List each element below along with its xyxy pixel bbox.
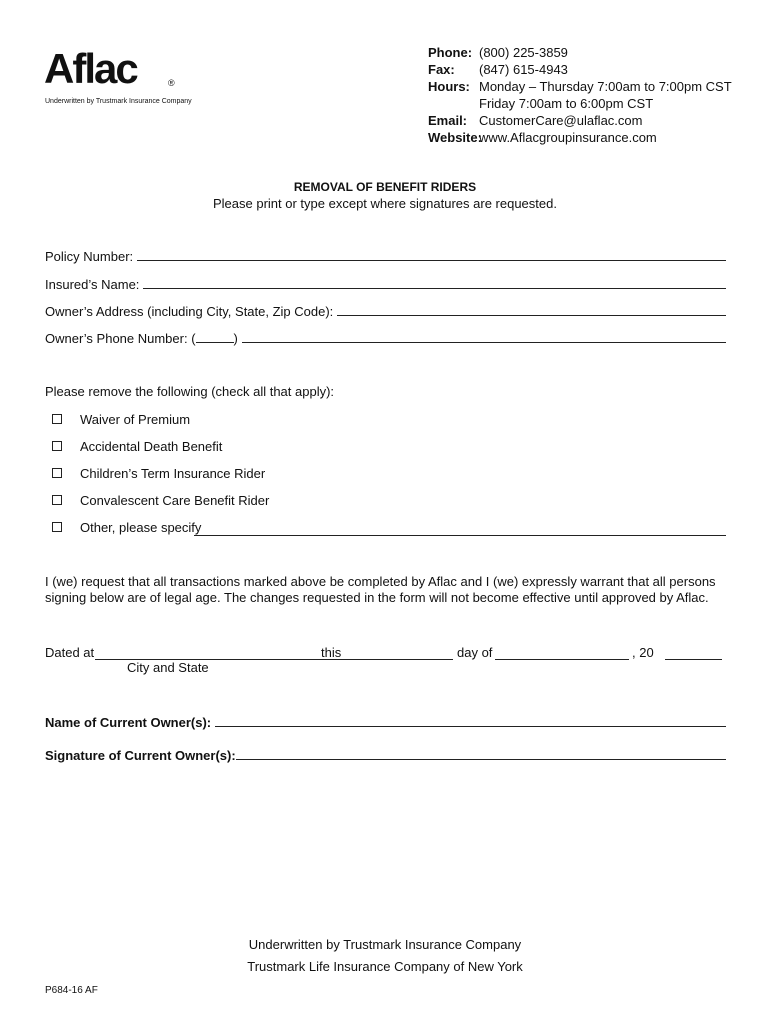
owner-address-label: Owner’s Address (including City, State, Zip Code): bbox=[45, 304, 334, 319]
contact-info bbox=[428, 44, 732, 146]
year-prefix-label: , 20 bbox=[632, 645, 654, 660]
phone-value: (800) 225-3859 bbox=[479, 45, 568, 60]
area-code-line[interactable] bbox=[196, 342, 234, 343]
option-waiver-of-premium[interactable] bbox=[52, 411, 190, 427]
owner-phone-close-paren: ) bbox=[233, 331, 238, 346]
footer-underwriter: Underwritten by Trustmark Insurance Company bbox=[248, 937, 522, 952]
legal-statement: I (we) request that all transactions marked above be completed by Aflac and I (we) expressly warrant that all persons signing below are of legal age. The changes requested in the form will not become effective until approved by Aflac. bbox=[45, 574, 716, 605]
hours-friday-value: Friday 7:00am to 6:00pm CST bbox=[479, 96, 654, 111]
signature-current-owner-line[interactable] bbox=[236, 758, 726, 760]
insured-name-label: Insured’s Name: bbox=[45, 277, 140, 292]
option-label: Waiver of Premium bbox=[80, 411, 191, 427]
email-label: Email: bbox=[428, 113, 468, 128]
policy-number-label: Policy Number: bbox=[45, 249, 134, 264]
option-label: Convalescent Care Benefit Rider bbox=[80, 492, 270, 508]
hours-label: Hours: bbox=[428, 79, 470, 94]
contact-row-website bbox=[428, 129, 732, 146]
option-convalescent-care-rider[interactable] bbox=[52, 492, 269, 508]
hours-value: Monday – Thursday 7:00am to 7:00pm CST bbox=[479, 79, 732, 94]
hours-friday-label bbox=[428, 95, 479, 112]
website-value: www.Aflacgroupinsurance.com bbox=[479, 130, 657, 145]
registered-mark: ® bbox=[168, 78, 175, 88]
name-current-owner-label: Name of Current Owner(s): bbox=[45, 715, 212, 730]
checkbox[interactable] bbox=[52, 468, 62, 478]
option-label: Accidental Death Benefit bbox=[80, 438, 223, 454]
checkbox[interactable] bbox=[52, 495, 62, 505]
contact-row-fax bbox=[428, 61, 732, 78]
checkbox[interactable] bbox=[52, 441, 62, 451]
checkbox[interactable] bbox=[52, 522, 62, 532]
form-number: P684-16 AF bbox=[45, 985, 98, 996]
fax-label: Fax: bbox=[428, 62, 455, 77]
aflac-logo bbox=[44, 46, 194, 108]
riders-instruction: Please remove the following (check all that apply): bbox=[45, 384, 335, 399]
option-label: Children’s Term Insurance Rider bbox=[80, 465, 266, 481]
fax-value: (847) 615-4943 bbox=[479, 62, 568, 77]
policy-number-field[interactable] bbox=[45, 246, 726, 264]
checkbox[interactable] bbox=[52, 414, 62, 424]
city-state-caption: City and State bbox=[127, 660, 209, 675]
website-label: Website: bbox=[428, 130, 482, 145]
signature-current-owner-field[interactable] bbox=[45, 745, 726, 763]
year-line[interactable] bbox=[665, 659, 722, 660]
owner-phone-line[interactable] bbox=[242, 341, 726, 343]
day-of-label: day of bbox=[457, 645, 493, 660]
name-current-owner-field[interactable] bbox=[45, 712, 726, 730]
contact-row-email bbox=[428, 112, 732, 129]
option-other[interactable] bbox=[52, 519, 201, 535]
name-current-owner-line[interactable] bbox=[215, 725, 726, 727]
logo-wordmark: Aflac bbox=[44, 45, 137, 92]
policy-number-line[interactable] bbox=[137, 259, 726, 261]
dated-at-label: Dated at bbox=[45, 645, 95, 660]
month-line[interactable] bbox=[495, 659, 629, 660]
option-label: Other, please specify bbox=[80, 519, 202, 535]
option-childrens-term-rider[interactable] bbox=[52, 465, 265, 481]
footer-underwriter-ny: Trustmark Life Insurance Company of New York bbox=[247, 959, 523, 974]
owner-address-line[interactable] bbox=[337, 314, 726, 316]
this-label: this bbox=[321, 645, 342, 660]
insured-name-line[interactable] bbox=[143, 287, 726, 289]
form-subtitle: Please print or type except where signatures are requested. bbox=[213, 196, 557, 211]
day-line[interactable] bbox=[345, 659, 453, 660]
contact-row-hours bbox=[428, 78, 732, 95]
contact-row-hours-friday bbox=[428, 95, 732, 112]
phone-label: Phone: bbox=[428, 45, 473, 60]
other-specify-line[interactable] bbox=[194, 535, 726, 536]
form-title: REMOVAL OF BENEFIT RIDERS bbox=[293, 180, 477, 194]
signature-current-owner-label: Signature of Current Owner(s): bbox=[45, 748, 236, 763]
owner-phone-label: Owner’s Phone Number: ( bbox=[45, 331, 196, 346]
insured-name-field[interactable] bbox=[45, 274, 726, 292]
owner-phone-field[interactable] bbox=[45, 328, 726, 346]
contact-row-phone bbox=[428, 44, 732, 61]
logo-underwritten-text: Underwritten by Trustmark Insurance Company bbox=[45, 98, 192, 105]
email-value: CustomerCare@ulaflac.com bbox=[479, 113, 643, 128]
option-accidental-death-benefit[interactable] bbox=[52, 438, 222, 454]
owner-address-field[interactable] bbox=[45, 301, 726, 319]
